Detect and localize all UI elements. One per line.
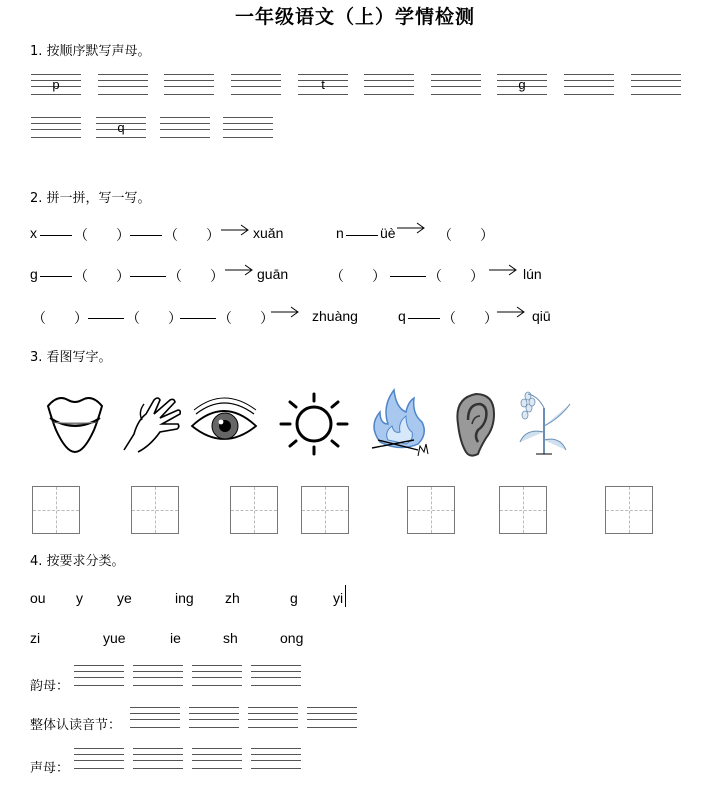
q2-r2-e[interactable]: （ ） (330, 268, 386, 284)
q2-r1-e: n (336, 225, 344, 241)
arrow-icon (496, 304, 526, 323)
hand-icon (120, 390, 182, 458)
pinyin-letter: g (518, 77, 526, 92)
four-line-box[interactable] (31, 117, 81, 139)
q4-item: y (76, 590, 83, 606)
arrow-icon (220, 222, 250, 241)
answer-lines-yunmu[interactable] (192, 665, 242, 687)
page-title: 一年级语文（上）学情检测 (234, 6, 475, 28)
answer-lines-shengmu[interactable] (74, 748, 124, 770)
four-line-box[interactable] (497, 74, 547, 96)
q3-heading: 3. 看图写字。 (30, 350, 112, 365)
four-line-box[interactable] (231, 74, 281, 96)
q2-r2-c[interactable]: （ ） (168, 268, 224, 284)
q2-r3-f[interactable]: （ ） (442, 310, 498, 326)
q4-item: yue (103, 630, 126, 646)
q4-item: ye (117, 590, 132, 606)
q2-r3-a[interactable]: （ ） (32, 310, 88, 326)
q2-heading: 2. 拼一拼，写一写。 (30, 191, 151, 206)
writing-box[interactable] (230, 486, 278, 534)
q2-r3-e: q (398, 308, 406, 324)
four-line-box[interactable] (223, 117, 273, 139)
q4-item: zi (30, 630, 41, 646)
answer-lines-yunmu[interactable] (251, 665, 301, 687)
label-yunmu: 韵母： (30, 679, 70, 694)
q2-r3-b[interactable]: （ ） (126, 310, 182, 326)
writing-box[interactable] (32, 486, 80, 534)
pinyin-letter: q (117, 120, 125, 135)
mouth-icon (44, 390, 106, 458)
connector-line (130, 235, 162, 236)
connector-line (390, 276, 426, 277)
pinyin-letter: t (321, 77, 325, 92)
fire-icon (366, 386, 434, 458)
four-line-box[interactable] (364, 74, 414, 96)
four-line-box[interactable] (98, 74, 148, 96)
sun-icon (278, 390, 350, 458)
connector-line (346, 235, 378, 236)
q1-heading: 1. 按顺序默写声母。 (30, 44, 151, 59)
ear-icon (448, 390, 500, 458)
writing-box[interactable] (131, 486, 179, 534)
connector-line (180, 318, 216, 319)
q4-item: ou (30, 590, 46, 606)
connector-line (88, 318, 124, 319)
answer-lines-zhengti[interactable] (189, 707, 239, 729)
answer-lines-zhengti[interactable] (130, 707, 180, 729)
pinyin-letter: p (52, 77, 60, 92)
q2-r1-f: üè (380, 225, 396, 241)
connector-line (40, 235, 72, 236)
q4-item: sh (223, 630, 238, 646)
q2-r2-f[interactable]: （ ） (428, 268, 484, 284)
writing-box[interactable] (605, 486, 653, 534)
answer-lines-shengmu[interactable] (251, 748, 301, 770)
text-cursor (345, 585, 346, 607)
arrow-icon (224, 262, 254, 281)
q2-r3-c[interactable]: （ ） (218, 310, 274, 326)
q4-item: ing (175, 590, 194, 606)
q4-item: ong (280, 630, 304, 646)
connector-line (40, 276, 72, 277)
rice-icon (516, 388, 572, 456)
q4-heading: 4. 按要求分类。 (30, 554, 125, 569)
q4-item: g (290, 590, 298, 606)
q2-r1-g[interactable]: （ ） (438, 227, 494, 243)
q2-r1-c[interactable]: （ ） (164, 227, 220, 243)
answer-lines-zhengti[interactable] (248, 707, 298, 729)
label-zhengti: 整体认读音节： (30, 718, 122, 733)
q2-r1-d: xuǎn (253, 225, 284, 241)
answer-lines-shengmu[interactable] (133, 748, 183, 770)
q2-r2-d: guān (257, 266, 289, 282)
answer-lines-zhengti[interactable] (307, 707, 357, 729)
writing-box[interactable] (407, 486, 455, 534)
arrow-icon (270, 304, 300, 323)
arrow-icon (396, 220, 426, 239)
answer-lines-yunmu[interactable] (133, 665, 183, 687)
answer-lines-yunmu[interactable] (74, 665, 124, 687)
label-shengmu: 声母： (30, 761, 70, 776)
q4-item: yi (333, 590, 344, 606)
four-line-box[interactable] (564, 74, 614, 96)
q2-r3-d: zhuàng (312, 308, 358, 324)
writing-box[interactable] (499, 486, 547, 534)
q2-r3-g: qiū (532, 308, 551, 324)
four-line-box[interactable] (164, 74, 214, 96)
four-line-box[interactable] (631, 74, 681, 96)
answer-lines-shengmu[interactable] (192, 748, 242, 770)
four-line-box[interactable] (160, 117, 210, 139)
writing-box[interactable] (301, 486, 349, 534)
four-line-box[interactable] (96, 117, 146, 139)
connector-line (130, 276, 166, 277)
q4-item: ie (170, 630, 181, 646)
q2-r2-b[interactable]: （ ） (74, 268, 130, 284)
four-line-box[interactable] (31, 74, 81, 96)
four-line-box[interactable] (298, 74, 348, 96)
q2-r2-g: lún (523, 266, 542, 282)
q2-r1-b[interactable]: （ ） (74, 227, 130, 243)
q4-item: zh (225, 590, 240, 606)
eye-icon (190, 390, 258, 458)
arrow-icon (488, 262, 518, 281)
q2-r1-a: x (30, 225, 37, 241)
four-line-box[interactable] (431, 74, 481, 96)
connector-line (408, 318, 440, 319)
q2-r2-a: g (30, 266, 38, 282)
